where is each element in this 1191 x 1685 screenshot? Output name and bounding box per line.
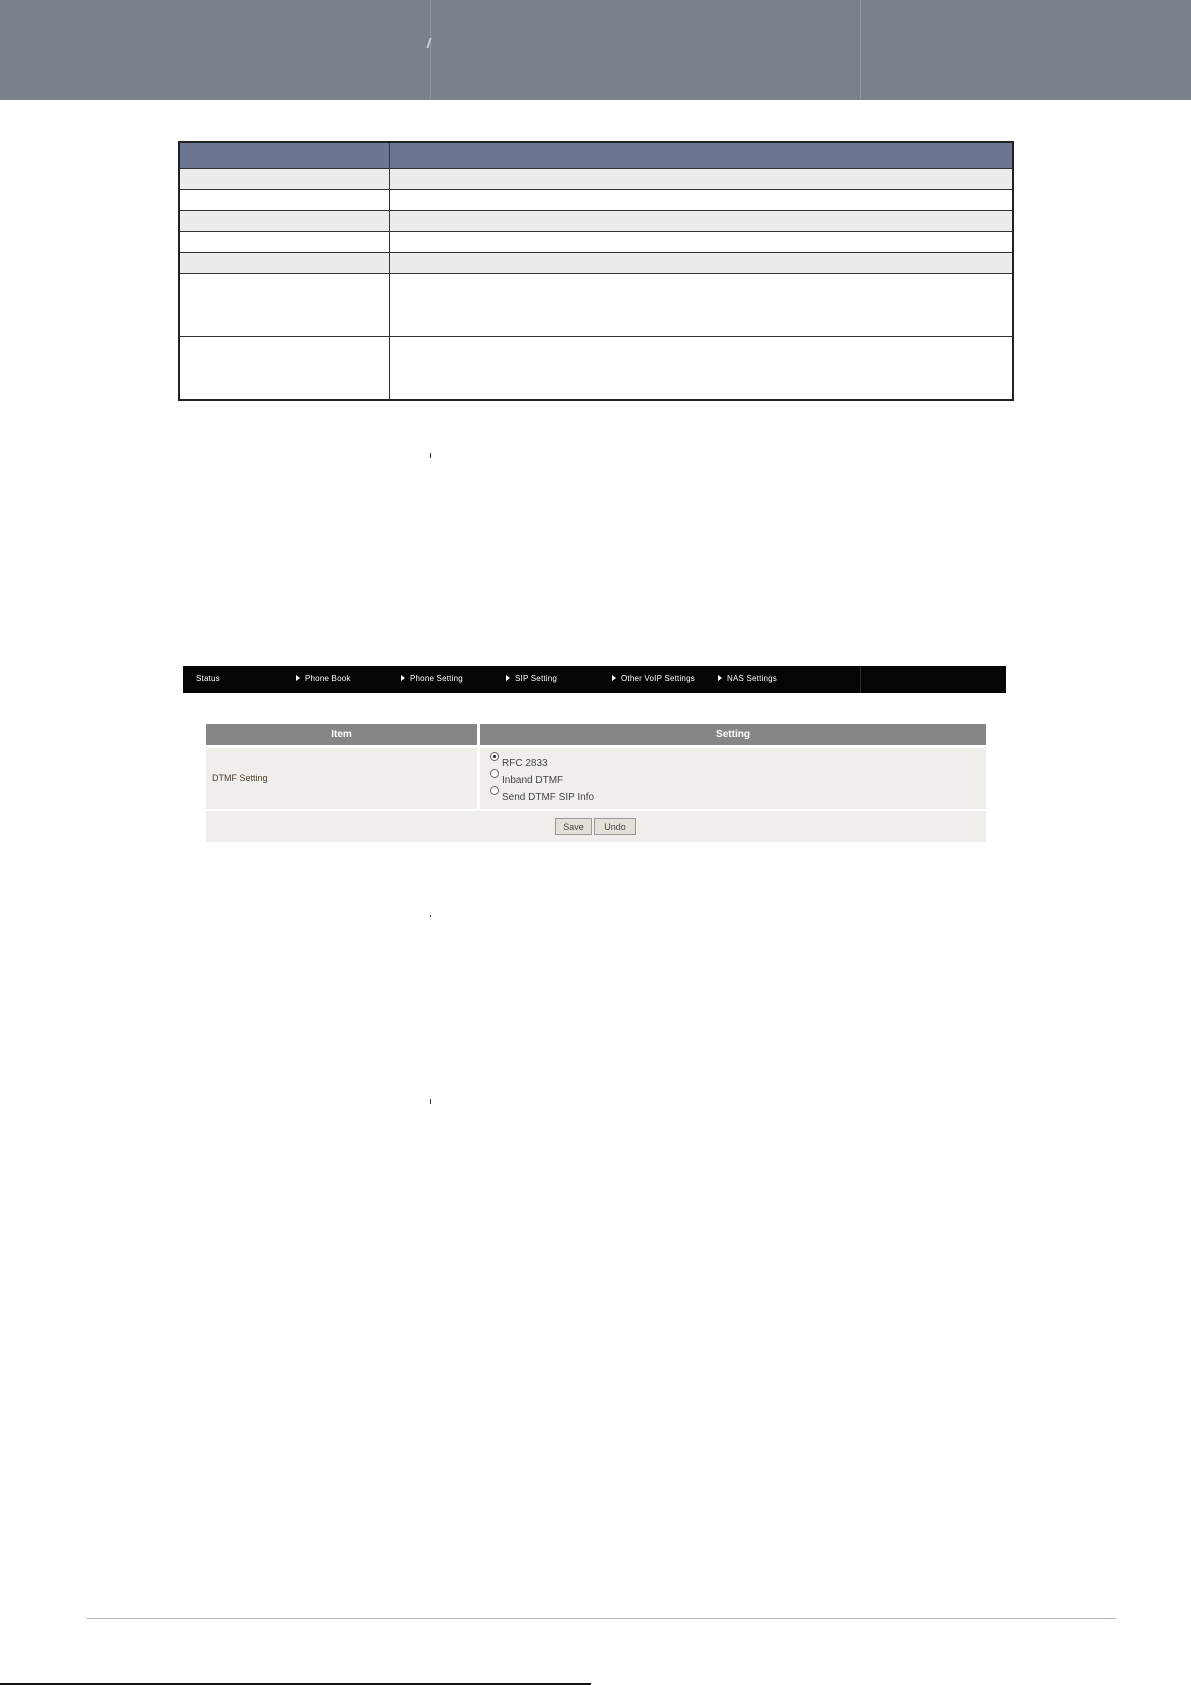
text-cursor-mark bbox=[430, 453, 431, 458]
header-divider bbox=[860, 0, 861, 100]
table-row bbox=[179, 337, 1013, 401]
nav-item-status[interactable]: Status bbox=[196, 674, 220, 683]
table-row bbox=[179, 253, 1013, 274]
arrow-right-icon bbox=[401, 675, 405, 681]
table-header-row bbox=[179, 142, 1013, 169]
nav-item-sip-setting[interactable]: SIP Setting bbox=[506, 674, 557, 683]
arrow-right-icon bbox=[296, 675, 300, 681]
undo-button[interactable]: Undo bbox=[594, 818, 636, 835]
table-row bbox=[179, 274, 1013, 337]
save-button[interactable]: Save bbox=[555, 818, 592, 835]
footer-rule bbox=[86, 1618, 1116, 1619]
radio-unchecked-icon[interactable] bbox=[490, 769, 499, 778]
nav-bar bbox=[183, 666, 1006, 693]
nav-item-phone-book[interactable]: Phone Book bbox=[296, 674, 351, 683]
header-divider bbox=[430, 0, 431, 100]
arrow-right-icon bbox=[506, 675, 510, 681]
table-row bbox=[179, 211, 1013, 232]
text-cursor-mark bbox=[430, 915, 431, 917]
nav-item-nas-settings[interactable]: NAS Settings bbox=[718, 674, 777, 683]
arrow-right-icon bbox=[612, 675, 616, 681]
column-header-item: Item bbox=[206, 724, 477, 745]
arrow-right-icon bbox=[718, 675, 722, 681]
text-cursor-mark bbox=[430, 1099, 431, 1104]
nav-divider bbox=[860, 666, 861, 693]
radio-inband-dtmf[interactable]: Inband DTMF bbox=[490, 774, 563, 786]
nav-item-phone-setting[interactable]: Phone Setting bbox=[401, 674, 463, 683]
dtmf-setting-label: DTMF Setting bbox=[212, 773, 268, 783]
radio-unchecked-icon[interactable] bbox=[490, 786, 499, 795]
table-row bbox=[179, 232, 1013, 253]
header-band bbox=[0, 0, 1191, 100]
nav-item-other-voip-settings[interactable]: Other VoIP Settings bbox=[612, 674, 695, 683]
reference-table bbox=[178, 141, 1014, 401]
radio-rfc2833[interactable]: RFC 2833 bbox=[490, 757, 548, 769]
radio-checked-icon[interactable] bbox=[490, 752, 499, 761]
table-row bbox=[179, 169, 1013, 190]
radio-send-dtmf-sip-info[interactable]: Send DTMF SIP Info bbox=[490, 791, 594, 803]
column-header-setting: Setting bbox=[480, 724, 986, 745]
table-row bbox=[179, 190, 1013, 211]
